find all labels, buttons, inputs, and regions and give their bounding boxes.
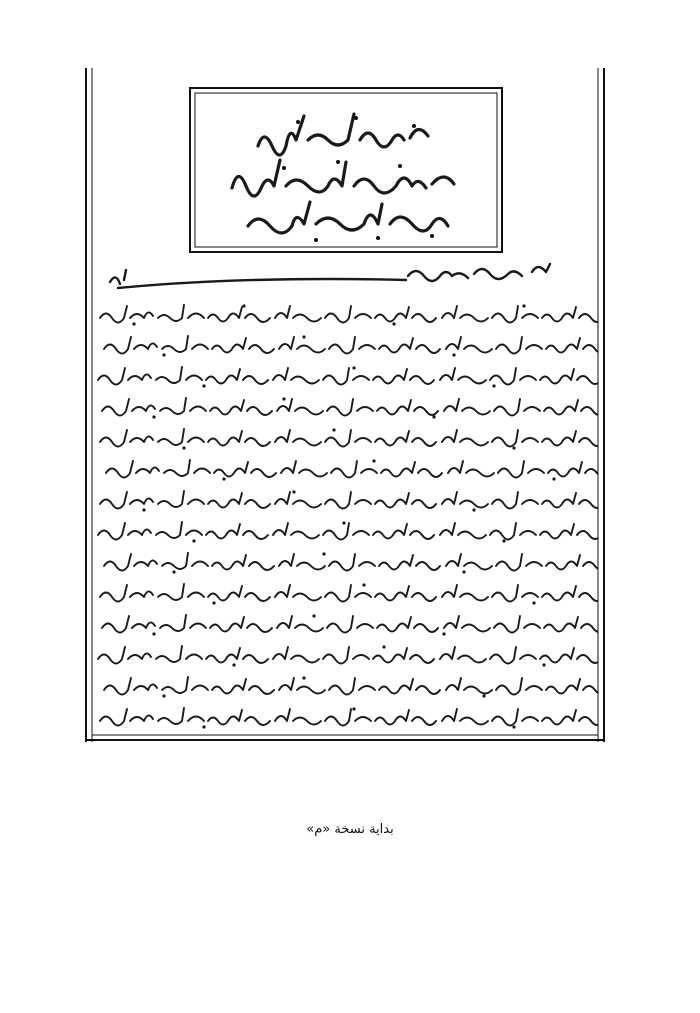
page-caption: بداية نسخة «م» xyxy=(306,822,394,837)
basmala-line xyxy=(96,262,596,296)
manuscript-image xyxy=(82,66,610,746)
manuscript-body-text xyxy=(94,300,598,736)
title-cartouche xyxy=(188,86,504,254)
